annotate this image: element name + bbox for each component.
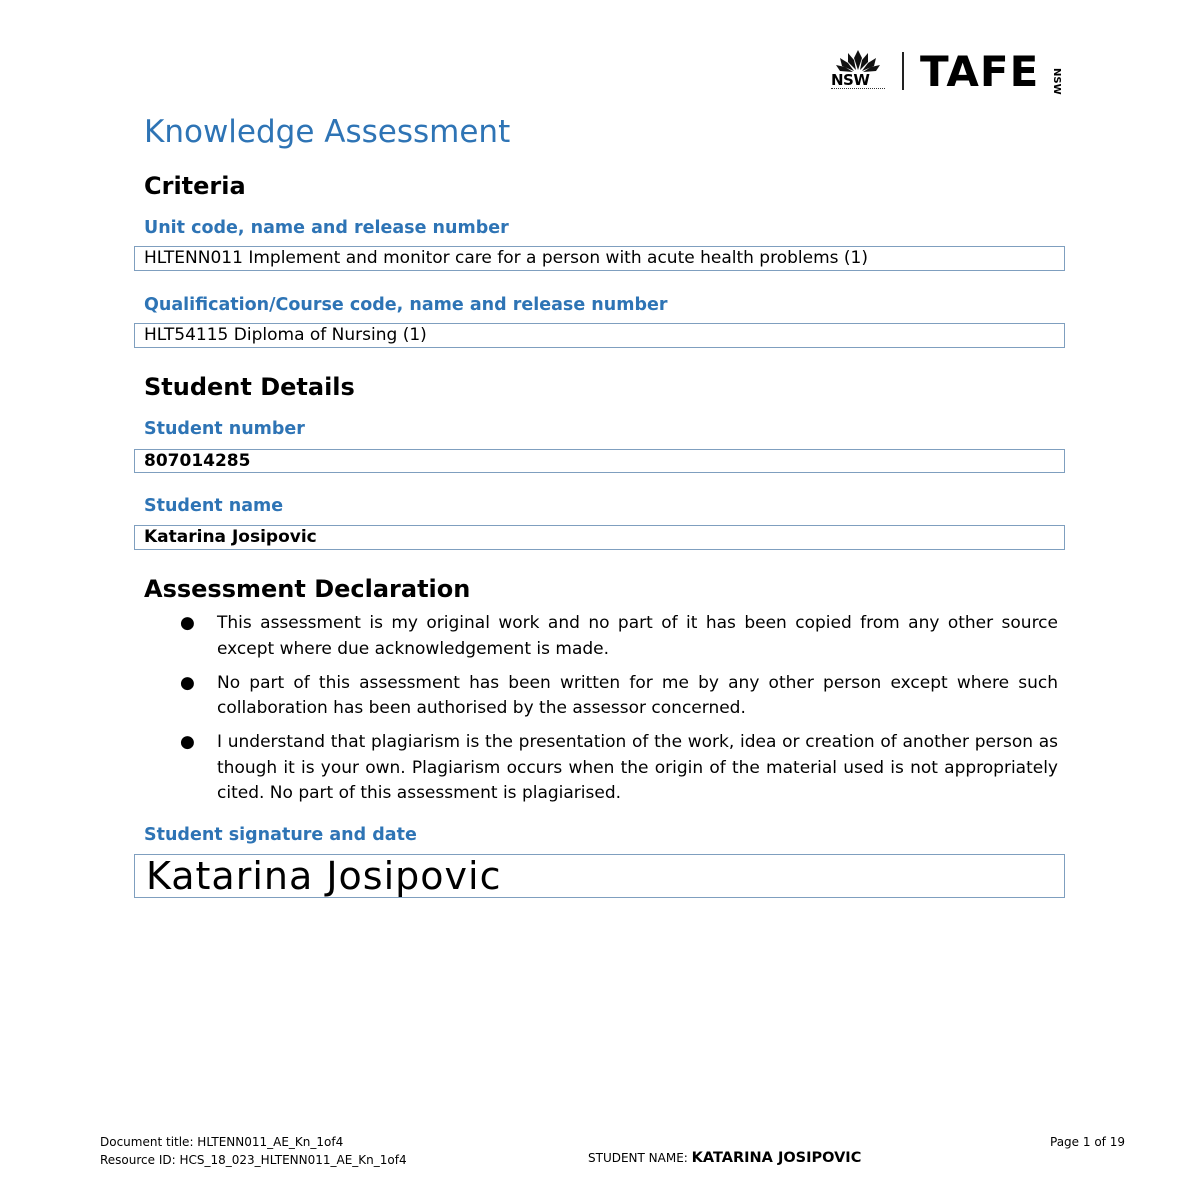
student-details-heading: Student Details (144, 373, 355, 401)
unit-label: Unit code, name and release number (144, 218, 509, 238)
tafe-logo-suffix: NSW (1051, 68, 1062, 95)
student-number-label: Student number (144, 419, 305, 439)
bullet-icon: ● (180, 732, 195, 752)
declaration-item-text: This assessment is my original work and no part of it has been copied from any other source except where due acknowledgement is made. (217, 613, 1058, 659)
tafe-logo-text: TAFE (920, 47, 1040, 96)
bullet-icon: ● (180, 613, 195, 633)
bullet-icon: ● (180, 672, 195, 693)
nsw-logo-text: NSW (831, 71, 870, 89)
criteria-heading: Criteria (144, 172, 246, 200)
declaration-heading: Assessment Declaration (144, 575, 471, 603)
footer-student-name (588, 1150, 861, 1167)
footer-document-title: Document title: HLTENN011_AE_Kn_1of4 (100, 1135, 344, 1149)
footer-resource-id: Resource ID: HCS_18_023_HLTENN011_AE_Kn_1of4 (100, 1153, 407, 1167)
footer-page-number: Page 1 of 19 (1050, 1135, 1125, 1149)
nsw-logo-subline (831, 88, 885, 91)
tafe-nsw-logo (828, 48, 1088, 96)
student-number-field[interactable]: 807014285 (134, 449, 1065, 473)
logo-divider (902, 52, 904, 90)
declaration-item-text: I understand that plagiarism is the presentation of the work, idea or creation of another person as though it is your own. Plagiarism occurs when the origin of the material used is not appropriately cited. No part of this assessment is plagiarised. (217, 732, 1058, 803)
student-name-label: Student name (144, 496, 284, 516)
declaration-item-text: No part of this assessment has been written for me by any other person except where such collaboration has been authorised by the assessor concerned. (217, 672, 1058, 718)
qualification-label: Qualification/Course code, name and release number (144, 295, 668, 315)
list-item (176, 671, 1058, 722)
unit-field[interactable]: HLTENN011 Implement and monitor care for a person with acute health problems (1) (134, 246, 1065, 271)
declaration-list (176, 611, 1058, 815)
page-title: Knowledge Assessment (144, 114, 511, 150)
list-item (176, 611, 1058, 662)
footer-student-name-label: STUDENT NAME: (588, 1151, 688, 1165)
qualification-field[interactable]: HLT54115 Diploma of Nursing (1) (134, 323, 1065, 348)
signature-label: Student signature and date (144, 825, 417, 845)
footer-student-name-value: KATARINA JOSIPOVIC (691, 1150, 862, 1166)
list-item (176, 730, 1058, 807)
student-name-field[interactable]: Katarina Josipovic (134, 525, 1065, 550)
signature-field[interactable]: Katarina Josipovic (134, 854, 1065, 898)
